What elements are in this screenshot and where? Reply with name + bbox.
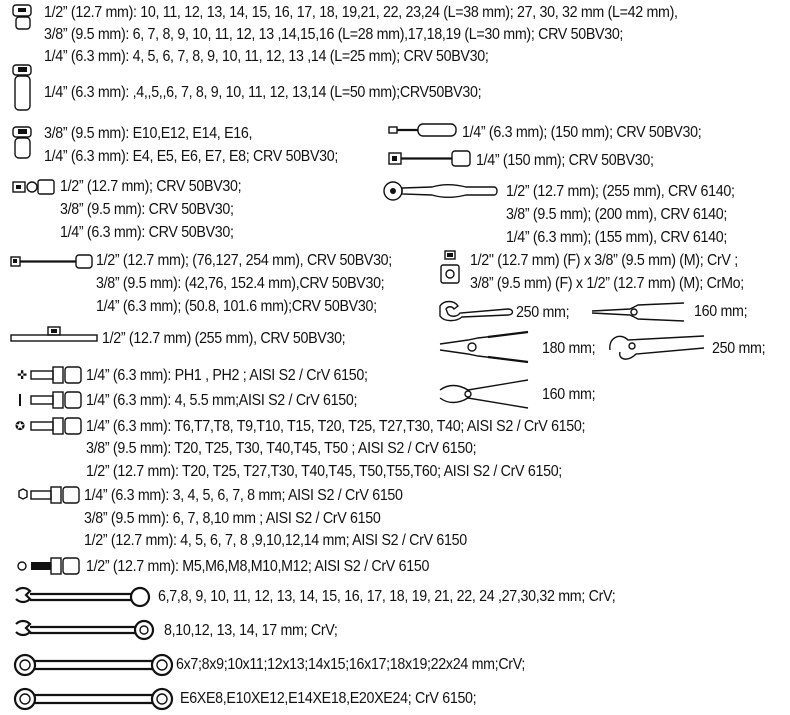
sockets-line-2: 3/8” (9.5 mm): 6, 7, 8, 9, 10, 11, 12, 13 ,14,15,16 (L=28 mm),17,18,19 (L=30 mm); CRV 50BV30; [44,26,624,43]
universal-joints-line-1: 1/2” (12.7 mm); CRV 50BV30; [60,178,242,195]
long-nose-pliers-icon [590,302,686,322]
spline-bit-text: 1/2” (12.7 mm): M5,M6,M8,M10,M12; AISI S2 / CrV 6150 [86,558,430,575]
torx-ring-wrenches-text: E6XE8,E10XE12,E14XE18,E20XE24; CrV 6150; [180,690,477,707]
hex-bit-icon [15,485,81,505]
long-nose-pliers-text: 160 mm; [694,303,748,320]
cutting-pliers-text: 160 mm; [542,386,596,403]
extension-bars-line-1: 1/2” (12.7 mm); (76,127, 254 mm), CRV 50BV30; [96,252,392,269]
svg-text:✪: ✪ [15,419,26,433]
cutting-pliers-icon [438,378,534,410]
spline-bit-icon [15,556,81,576]
ratcheting-wrenches-text: 8,10,12, 13, 14, 17 mm; CrV; [164,622,338,639]
double-ring-wrenches-text: 6x7;8x9;10x11;12x13;14x15;16x17;18x19;22x24 mm;CrV; [176,656,526,673]
deep-socket-icon [10,64,36,114]
adjustable-wrench-text: 250 mm; [516,304,570,321]
hex-bit-line-1: 1/4” (6.3 mm): 3, 4, 5, 6, 7, 8 mm; AISI S2 / CrV 6150 [84,487,403,504]
combination-pliers-icon [438,330,534,364]
svg-text:✜: ✜ [17,368,28,382]
t-bar-text: 1/2” (12.7 mm) (255 mm), CRV 50BV30; [102,330,346,347]
universal-joints-line-3: 1/4” (6.3 mm): CRV 50BV30; [60,224,234,241]
torx-bit-icon [15,416,83,436]
deep-sockets-line-1: 1/4” (6.3 mm): ,4,,5,,6, 7, 8, 9, 10, 11, 12, 13,14 (L=50 mm);CRV50BV30; [44,84,482,101]
e-sockets-line-2: 1/4” (6.3 mm): E4, E5, E6, E7, E8; CRV 50BV30; [44,148,339,165]
phillips-bit-icon [17,365,83,385]
combination-wrench-icon [12,585,152,609]
double-ring-wrench-icon [12,652,178,678]
ratchets-line-2: 3/8” (9.5 mm); (200 mm), CRV 6140; [506,206,727,223]
extension-bar-icon [10,254,96,270]
phillips-bit-text: 1/4” (6.3 mm): PH1 , PH2 ; AISI S2 / CrV 6150; [86,367,368,384]
sockets-line-3: 1/4” (6.3 mm): 4, 5, 6, 7, 8, 9, 10, 11, 12, 13 ,14 (L=25 mm); CRV 50BV30; [44,48,489,65]
hex-bit-line-2: 3/8” (9.5 mm): 6, 7, 8,10 mm ; AISI S2 / CrV 6150 [84,510,381,527]
slotted-bit-text: 1/4” (6.3 mm): 4, 5.5 mm;AISI S2 / CrV 6150; [86,392,358,409]
combination-pliers-text: 180 mm; [542,340,596,357]
water-pump-pliers-text: 250 mm; [712,340,766,357]
torx-bit-line-2: 3/8” (9.5 mm): T20, T25, T30, T40,T45, T50 ; AISI S2 / CrV 6150; [86,440,477,457]
adjustable-wrench-icon [438,300,518,324]
sockets-line-1: 1/2” (12.7 mm): 10, 11, 12, 13, 14, 15, 16, 17, 18, 19,21, 22, 23,24 (L=38 mm); 27, 30, 32 mm (L=42 mm), [44,4,678,21]
ratchets-line-3: 1/4” (6.3 mm); (155 mm), CRV 6140; [506,229,727,246]
extension-150-icon [388,149,474,169]
screwdriver-handle-text: 1/4” (6.3 mm); (150 mm); CRV 50BV30; [462,124,702,141]
socket-icon [10,4,36,32]
extension-bars-line-2: 3/8” (9.5 mm): (42,76, 152.4 mm),CRV 50BV30; [96,275,385,292]
adapter-icon [440,250,464,288]
hex-bit-line-3: 1/2” (12.7 mm): 4, 5, 6, 7, 8 ,9,10,12,14 mm; AISI S2 / CrV 6150 [84,532,467,549]
slotted-bit-icon [17,390,83,410]
torx-bit-line-3: 1/2” (12.7 mm): T20, T25, T27,T30, T40,T45, T50,T55,T60; AISI S2 / CrV 6150; [86,463,562,480]
extension-bars-line-3: 1/4” (6.3 mm); (50.8, 101.6 mm);CRV 50BV30; [96,298,377,315]
ratchets-line-1: 1/2” (12.7 mm); (255 mm), CRV 6140; [506,183,735,200]
e-sockets-line-1: 3/8” (9.5 mm): E10,E12, E14, E16, [44,125,253,142]
universal-joint-icon [12,177,58,197]
t-bar-icon [10,325,100,347]
ratchet-icon [382,180,502,202]
water-pump-pliers-icon [606,330,706,364]
torx-bit-line-1: 1/4” (6.3 mm): T6,T7,T8, T9,T10, T15, T20, T25, T27,T30, T40; AISI S2 / CrV 6150; [86,418,586,435]
ratcheting-wrench-icon [12,618,158,642]
combination-wrenches-text: 6,7,8, 9, 10, 11, 12, 13, 14, 15, 16, 17, 18, 19, 21, 22, 24 ,27,30,32 mm; CrV; [158,588,616,605]
universal-joints-line-2: 3/8” (9.5 mm): CRV 50BV30; [60,201,234,218]
screwdriver-handle-icon [388,122,460,138]
e-socket-icon [10,126,36,162]
adapters-line-1: 1/2" (12.7 mm) (F) x 3/8” (9.5 mm) (M); CrV ; [470,252,738,269]
torx-ring-wrench-icon [12,686,178,712]
adapters-line-2: 3/8” (9.5 mm) (F) x 1/2” (12.7 mm) (M); CrMo; [470,275,744,292]
extension-150-text: 1/4” (150 mm); CRV 50BV30; [476,152,654,169]
